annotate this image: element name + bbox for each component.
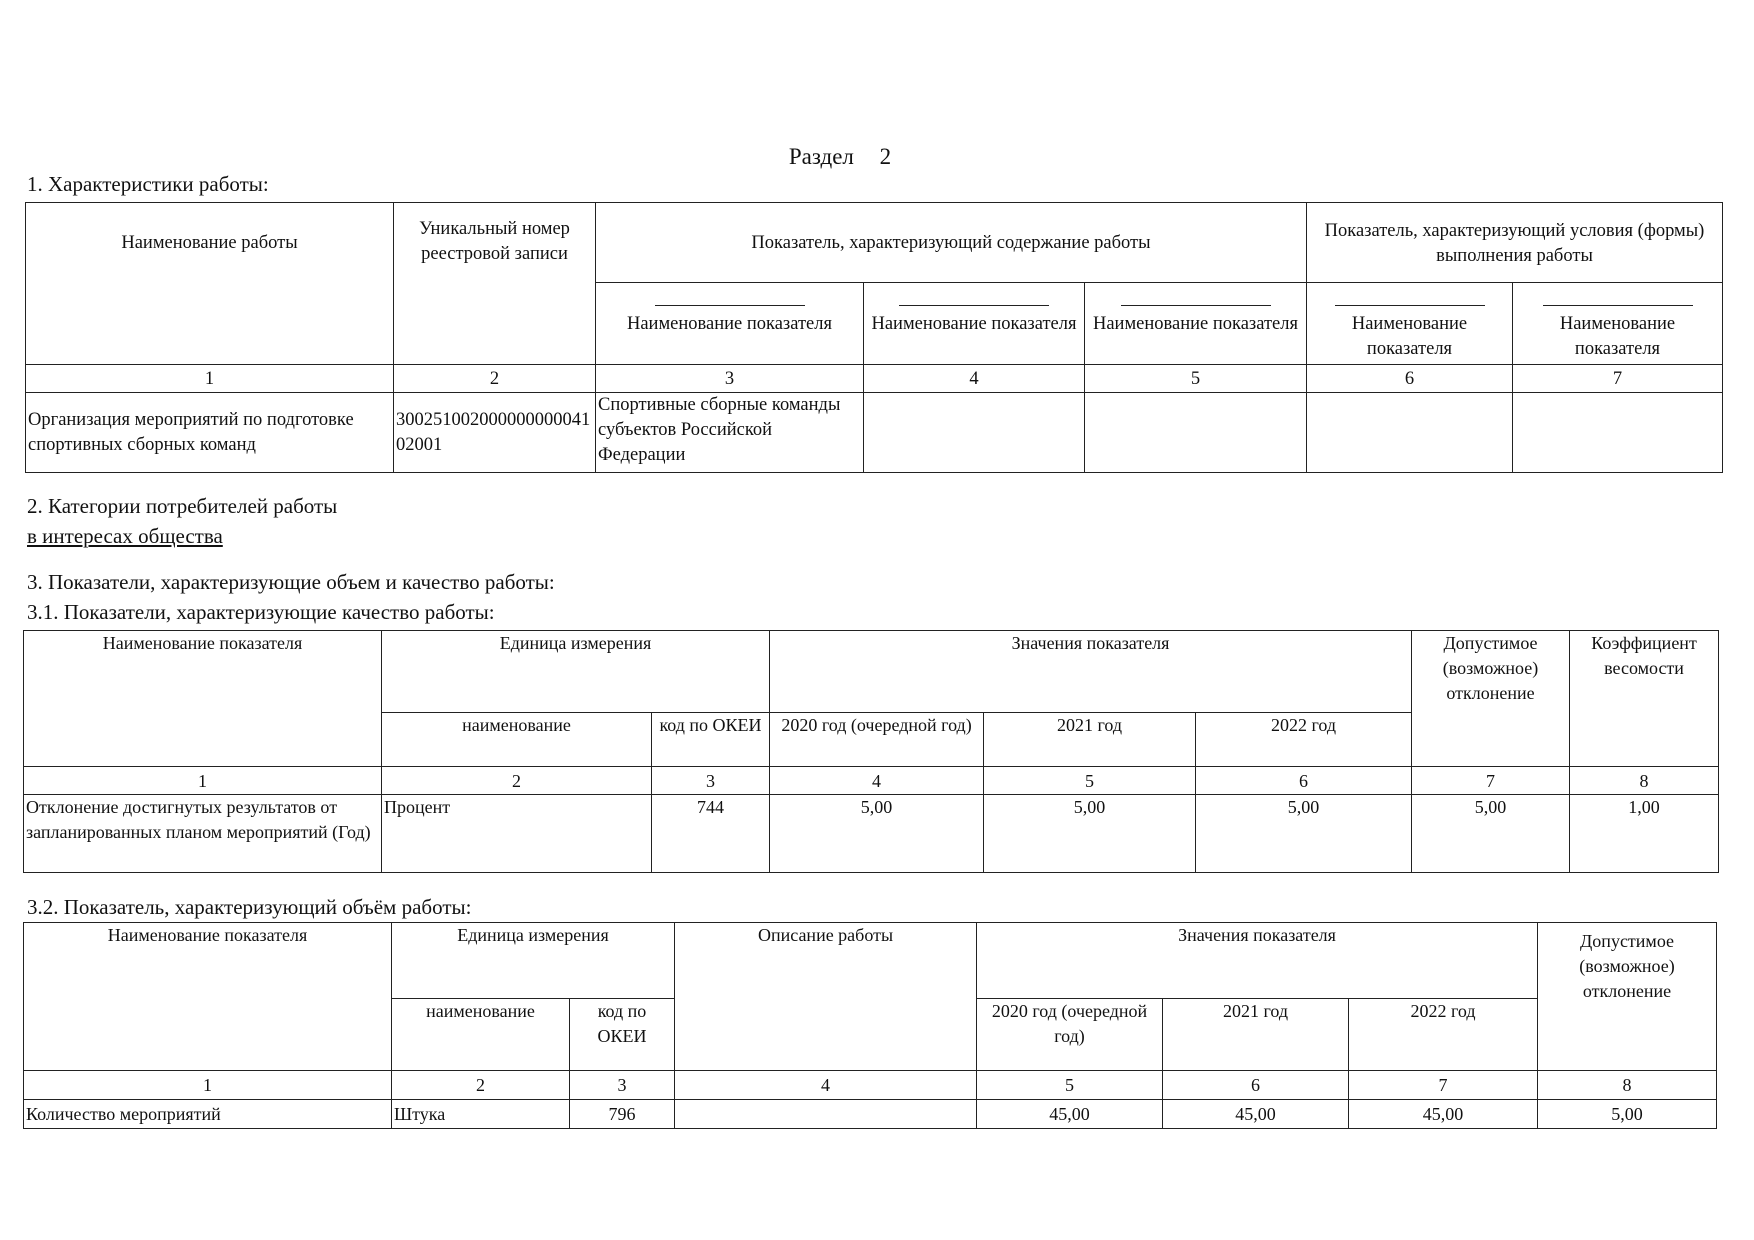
section-title: Раздел 2 (788, 144, 892, 169)
column-number: 3 (570, 1071, 675, 1100)
header-indicator-name-5: Наименование показателя (1085, 283, 1307, 365)
column-number: 5 (1085, 365, 1307, 393)
row-registry-number: 30025100200000000004102001 (394, 393, 596, 473)
header-year-2021: 2021 год (984, 713, 1196, 767)
row-deviation: 5,00 (1412, 795, 1570, 873)
column-number: 2 (394, 365, 596, 393)
heading-consumer-categories: 2. Категории потребителей работы (27, 494, 338, 518)
column-number: 7 (1412, 767, 1570, 795)
column-number: 7 (1349, 1071, 1538, 1100)
header-unit: Единица измерения (392, 923, 675, 999)
header-unit-name: наименование (382, 713, 652, 767)
row-value-2021: 45,00 (1163, 1100, 1349, 1129)
column-number: 5 (984, 767, 1196, 795)
column-number: 3 (596, 365, 864, 393)
header-okei-code: код по ОКЕИ (652, 713, 770, 767)
column-number: 4 (675, 1071, 977, 1100)
row-condition-7 (1513, 393, 1723, 473)
column-number: 2 (392, 1071, 570, 1100)
header-year-2022: 2022 год (1196, 713, 1412, 767)
header-indicator-name-6: Наименование показателя (1307, 283, 1513, 365)
header-values: Значения показателя (977, 923, 1538, 999)
row-value-2022: 5,00 (1196, 795, 1412, 873)
row-content-5 (1085, 393, 1307, 473)
row-indicator-name: Отклонение достигнутых результатов от запланированных планом мероприятий (Год) (24, 795, 382, 873)
work-characteristics-table (25, 202, 1723, 473)
row-value-2021: 5,00 (984, 795, 1196, 873)
header-content-indicator: Показатель, характеризующий содержание работы (596, 203, 1307, 283)
heading-quality-indicators: 3.1. Показатели, характеризующие качество работы: (27, 600, 495, 624)
header-year-2022: 2022 год (1349, 999, 1538, 1071)
row-description (675, 1100, 977, 1129)
header-indicator-name-4: Наименование показателя (864, 283, 1085, 365)
row-unit-name: Процент (382, 795, 652, 873)
column-number: 4 (770, 767, 984, 795)
header-unit-name: наименование (392, 999, 570, 1071)
row-unit-name: Штука (392, 1100, 570, 1129)
header-values: Значения показателя (770, 631, 1412, 713)
header-description: Описание работы (675, 923, 977, 1071)
column-number: 1 (24, 1071, 392, 1100)
column-number: 8 (1570, 767, 1719, 795)
column-number: 1 (24, 767, 382, 795)
row-okei-code: 744 (652, 795, 770, 873)
header-work-name: Наименование работы (26, 203, 394, 365)
quality-indicators-table (23, 630, 1719, 873)
header-conditions-indicator: Показатель, характеризующий условия (формы) выполнения работы (1307, 203, 1723, 283)
volume-indicator-table (23, 922, 1717, 1129)
row-condition-6 (1307, 393, 1513, 473)
row-value-2020: 45,00 (977, 1100, 1163, 1129)
column-number: 2 (382, 767, 652, 795)
column-number: 8 (1538, 1071, 1717, 1100)
row-value-2020: 5,00 (770, 795, 984, 873)
header-deviation: Допустимое (возможное) отклонение (1412, 631, 1570, 767)
column-number: 7 (1513, 365, 1723, 393)
column-number: 5 (977, 1071, 1163, 1100)
header-unit: Единица измерения (382, 631, 770, 713)
header-weight: Коэффициент весомости (1570, 631, 1719, 767)
consumer-category: в интересах общества (27, 524, 223, 548)
header-year-2021: 2021 год (1163, 999, 1349, 1071)
column-number: 6 (1307, 365, 1513, 393)
header-indicator-name: Наименование показателя (24, 923, 392, 1071)
column-number: 3 (652, 767, 770, 795)
row-work-name: Организация мероприятий по подготовке спортивных сборных команд (26, 393, 394, 473)
header-okei-code: код по ОКЕИ (570, 999, 675, 1071)
column-number: 6 (1163, 1071, 1349, 1100)
row-indicator-name: Количество мероприятий (24, 1100, 392, 1129)
header-year-2020: 2020 год (очередной год) (977, 999, 1163, 1071)
header-deviation: Допустимое (возможное) отклонение (1538, 923, 1717, 1071)
column-number: 4 (864, 365, 1085, 393)
column-number: 6 (1196, 767, 1412, 795)
row-content-3: Спортивные сборные команды субъектов Российской Федерации (596, 393, 864, 473)
column-number: 1 (26, 365, 394, 393)
row-value-2022: 45,00 (1349, 1100, 1538, 1129)
heading-volume-indicator: 3.2. Показатель, характеризующий объём работы: (27, 895, 472, 919)
heading-work-characteristics: 1. Характеристики работы: (27, 172, 269, 196)
heading-volume-quality: 3. Показатели, характеризующие объем и качество работы: (27, 570, 555, 594)
header-year-2020: 2020 год (очередной год) (770, 713, 984, 767)
row-weight: 1,00 (1570, 795, 1719, 873)
header-registry-number: Уникальный номер реестровой записи (394, 203, 596, 365)
header-indicator-name: Наименование показателя (24, 631, 382, 767)
row-okei-code: 796 (570, 1100, 675, 1129)
header-indicator-name-3: Наименование показателя (596, 283, 864, 365)
row-content-4 (864, 393, 1085, 473)
header-indicator-name-7: Наименование показателя (1513, 283, 1723, 365)
row-deviation: 5,00 (1538, 1100, 1717, 1129)
